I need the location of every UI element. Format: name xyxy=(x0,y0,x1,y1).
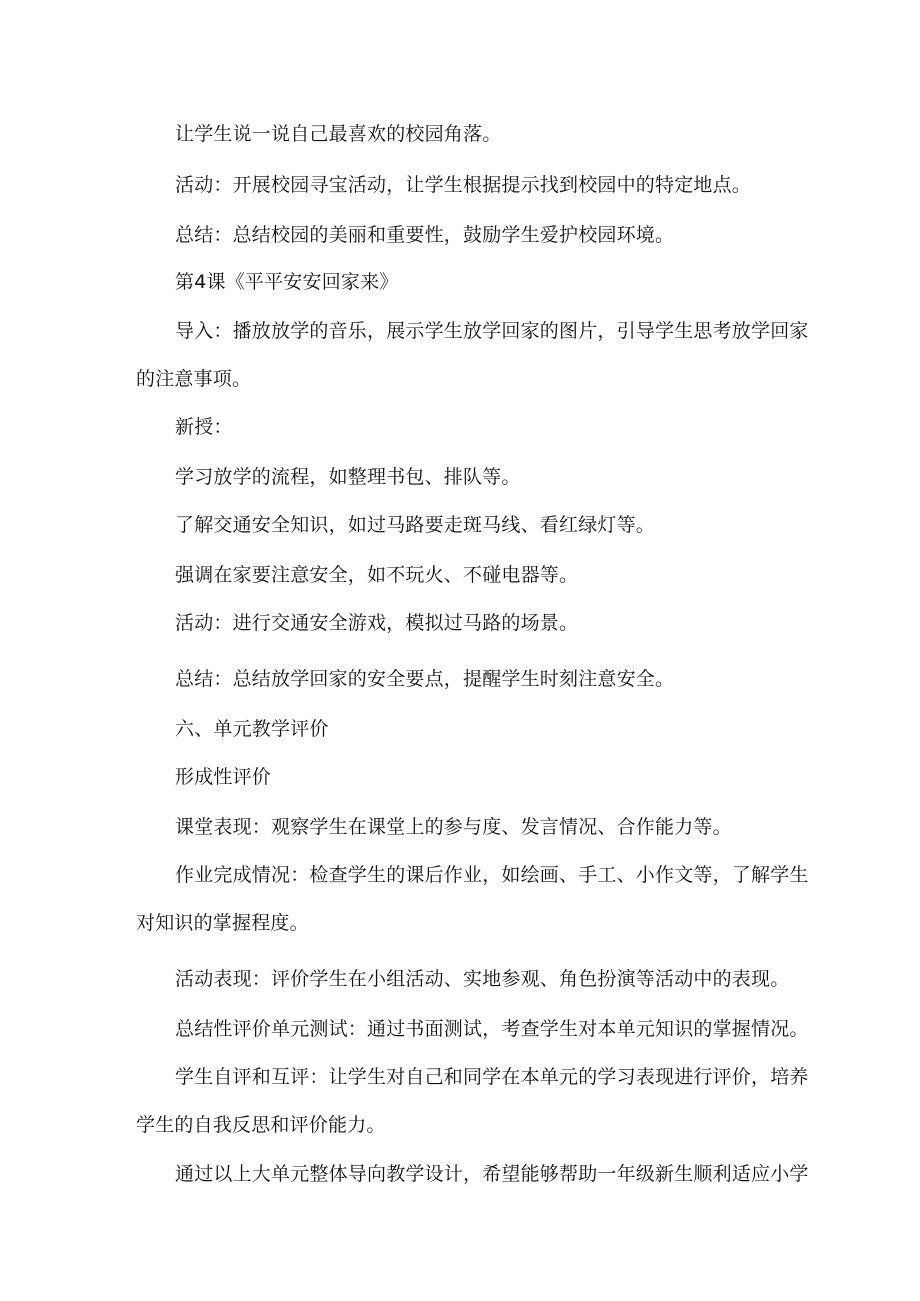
paragraph-line: 通过以上大单元整体导向教学设计，希望能够帮助一年级新生顺利适应小学 xyxy=(175,1163,809,1185)
paragraph-line: 总结：总结校园的美丽和重要性，鼓励学生爱护校园环境。 xyxy=(175,224,675,246)
paragraph-line: 活动：开展校园寻宝活动，让学生根据提示找到校园中的特定地点。 xyxy=(175,174,752,196)
paragraph-line: 总结：总结放学回家的安全要点，提醒学生时刻注意安全。 xyxy=(175,668,675,690)
paragraph-line: 强调在家要注意安全，如不玩火、不碰电器等。 xyxy=(175,564,579,586)
lesson-heading: 第4课《平平安安回家来》 xyxy=(175,271,399,293)
paragraph-line: 的注意事项。 xyxy=(136,368,252,390)
subsection-heading: 形成性评价 xyxy=(175,766,272,788)
paragraph-line: 总结性评价单元测试：通过书面测试，考查学生对本单元知识的掌握情况。 xyxy=(175,1018,809,1040)
paragraph-line: 学生自评和互评：让学生对自己和同学在本单元的学习表现进行评价，培养 xyxy=(175,1066,809,1088)
section-heading: 六、单元教学评价 xyxy=(175,718,329,740)
paragraph-line: 导入：播放放学的音乐，展示学生放学回家的图片，引导学生思考放学回家 xyxy=(175,320,809,342)
paragraph-line: 课堂表现：观察学生在课堂上的参与度、发言情况、合作能力等。 xyxy=(175,816,732,838)
paragraph-line: 活动：进行交通安全游戏，模拟过马路的场景。 xyxy=(175,612,579,634)
paragraph-line: 活动表现：评价学生在小组活动、实地参观、角色扮演等活动中的表现。 xyxy=(175,968,790,990)
paragraph-line: 学生的自我反思和评价能力。 xyxy=(136,1114,386,1136)
paragraph-line: 新授： xyxy=(175,416,233,438)
paragraph-line: 作业完成情况：检查学生的课后作业，如绘画、手工、小作文等，了解学生 xyxy=(175,864,809,886)
paragraph-line: 学习放学的流程，如整理书包、排队等。 xyxy=(175,466,521,488)
paragraph-line: 让学生说一说自己最喜欢的校园角落。 xyxy=(175,123,502,145)
paragraph-line: 对知识的掌握程度。 xyxy=(136,912,309,934)
paragraph-line: 了解交通安全知识，如过马路要走斑马线、看红绿灯等。 xyxy=(175,514,656,536)
